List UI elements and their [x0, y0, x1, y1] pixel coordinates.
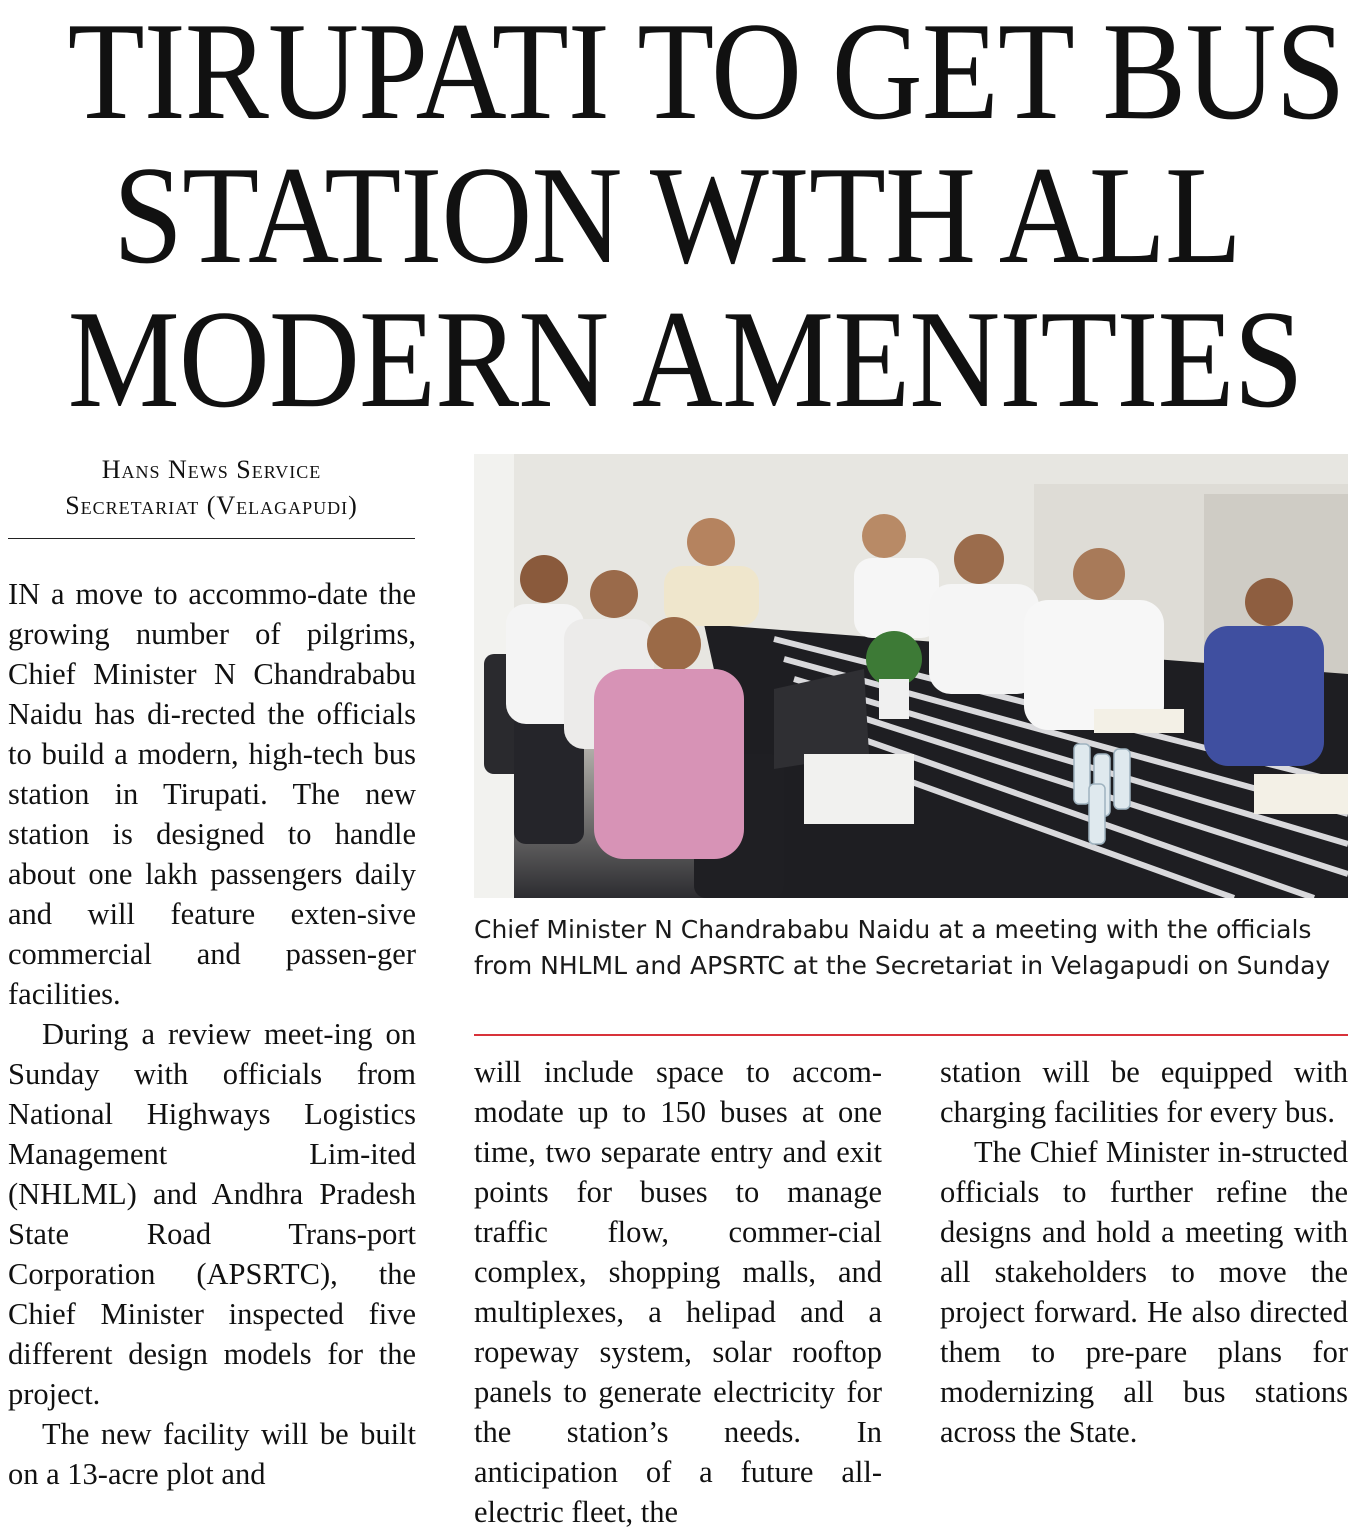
paragraph: will include space to accom-modate up to 150 buses at one time, two separate entry and exit points for buses to manage traffic flow, commer-cial complex, shopping malls, and multiplexes, a helipad and a ropeway system, solar rooftop panels to generate electricity for the station’s needs. In anticipation of a future all-electric fleet, the: [474, 1055, 882, 1529]
article-column-3: [940, 1052, 1348, 1452]
headline: [67, 0, 1345, 437]
paragraph: During a review meet-ing on Sunday with officials from National Highways Logistics Management Lim-ited (NHLML) and Andhra Pradesh State Road Trans-port Corporation (APSRTC), the Chief Minister inspected five different design models for the project.: [8, 1017, 416, 1411]
byline-agency: Hans News Service: [101, 455, 322, 484]
article-column-2: [474, 1052, 882, 1532]
photo-caption: Chief Minister N Chandrababu Naidu at a meeting with the officials from NHLML and APSRTC at the Secretariat in Velagapudi on Sunday: [474, 915, 1331, 980]
caption-divider: [474, 1034, 1348, 1036]
meeting-photo: [474, 454, 1348, 898]
paragraph: The Chief Minister in-structed officials to further refine the designs and hold a meeting with all stakeholders to move the project forward. He also directed them to pre-pare plans for modernizing all bus stations across the State.: [940, 1135, 1348, 1449]
paragraph: IN a move to accommo-date the growing number of pilgrims, Chief Minister N Chandrababu Naidu has di-rected the officials to build a modern, high-tech bus station in Tirupati. The new station is designed to handle about one lakh passengers daily and will feature exten-sive commercial and passen-ger facilities.: [8, 577, 416, 1011]
meeting-photo-illustration: [474, 454, 1348, 898]
headline-line-3: MODERN AMENITIES: [67, 282, 1303, 437]
article-column-1: [8, 574, 416, 1494]
headline-line-1: TIRUPATI TO GET BUS: [67, 0, 1345, 149]
paragraph: station will be equipped with charging facilities for every bus.: [940, 1055, 1348, 1129]
byline: [8, 452, 415, 524]
byline-divider: [8, 538, 415, 539]
byline-place: Secretariat (Velagapudi): [65, 491, 358, 520]
headline-line-2: STATION WITH ALL: [112, 138, 1242, 293]
paragraph: The new facility will be built on a 13-acre plot and: [8, 1417, 416, 1491]
